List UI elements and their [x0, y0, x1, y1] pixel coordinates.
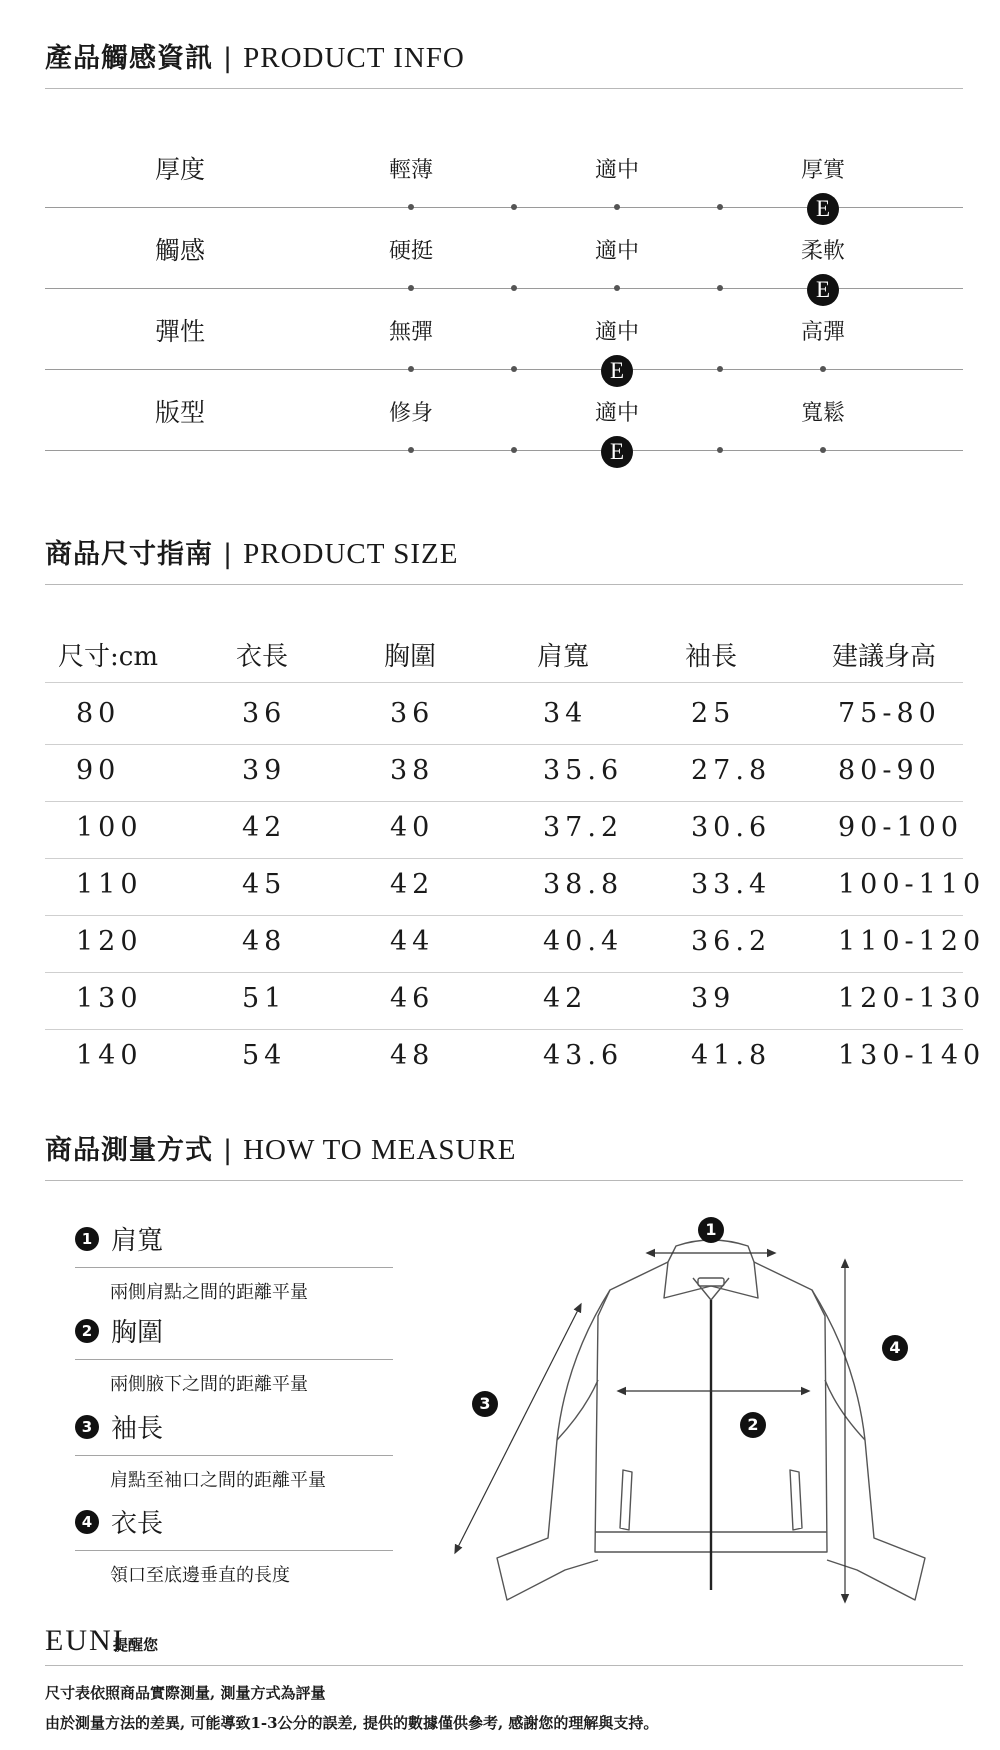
scale-dot: [511, 447, 517, 453]
scale-dot: [408, 285, 414, 291]
measure-name: 肩寬: [111, 1226, 164, 1256]
title-zh: 商品測量方式: [45, 1135, 213, 1166]
table-cell: 36: [242, 698, 287, 729]
table-cell: 30.6: [691, 812, 772, 843]
table-cell: 120: [76, 926, 143, 957]
table-cell: 33.4: [691, 869, 772, 900]
jacket-body: [595, 1262, 827, 1552]
scale-dot: [717, 366, 723, 372]
divider: [45, 1665, 963, 1666]
jacket-sleeve-left: [497, 1290, 610, 1600]
table-cell: 36.2: [691, 926, 772, 957]
arrow-sleeve: [456, 1306, 580, 1551]
attribute-label: 版型: [155, 398, 206, 427]
divider: [45, 1180, 963, 1181]
jacket-sleeve-right: [812, 1290, 925, 1600]
attribute-label: 彈性: [155, 317, 206, 346]
section-title-how-to-measure: [45, 1128, 517, 1167]
number-badge: 3: [472, 1391, 498, 1417]
table-cell: 35.6: [543, 755, 624, 786]
divider: [75, 1455, 393, 1456]
table-cell: 80-90: [838, 755, 941, 786]
divider: [75, 1359, 393, 1360]
scale-option-label: 適中: [594, 401, 639, 426]
scale-dot: [820, 366, 826, 372]
table-cell: 51: [242, 983, 287, 1014]
scale-dot: [717, 204, 723, 210]
title-en: PRODUCT INFO: [243, 42, 465, 74]
section-title-product-info: [45, 36, 465, 75]
table-cell: 54: [242, 1040, 287, 1071]
table-cell: 42: [543, 983, 588, 1014]
jacket-collar: [664, 1240, 758, 1298]
table-cell: 90-100: [838, 812, 964, 843]
scale-option-label: 柔軟: [800, 239, 845, 264]
number-badge: 4: [75, 1510, 99, 1534]
table-cell: 42: [242, 812, 287, 843]
attribute-label: 厚度: [155, 155, 206, 184]
scale-dot: [614, 204, 620, 210]
scale-option-label: 無彈: [388, 320, 433, 345]
row-divider: [45, 1029, 963, 1030]
scale-dot: [614, 285, 620, 291]
scale-option-label: 修身: [388, 401, 433, 426]
scale-marker: E: [601, 436, 633, 468]
measure-description: 領口至底邊垂直的長度: [110, 1565, 290, 1586]
table-cell: 40.4: [543, 926, 624, 957]
measure-name: 胸圍: [111, 1318, 164, 1348]
scale-dot: [511, 366, 517, 372]
remind-label: 提醒您: [113, 1636, 159, 1654]
title-zh: 商品尺寸指南: [45, 539, 213, 570]
table-cell: 41.8: [691, 1040, 772, 1071]
table-cell: 45: [242, 869, 287, 900]
row-divider: [45, 972, 963, 973]
divider: [45, 584, 963, 585]
scale-option-label: 硬挺: [388, 239, 433, 264]
scale-dot: [511, 285, 517, 291]
measure-name: 衣長: [111, 1509, 164, 1539]
table-header-cell: 建議身高: [832, 642, 937, 672]
table-cell: 100-110: [838, 869, 986, 900]
scale-dot: [408, 366, 414, 372]
table-cell: 43.6: [543, 1040, 624, 1071]
scale-marker: E: [601, 355, 633, 387]
note-line-2: 由於測量方法的差異, 可能導致1-3公分的誤差, 提供的數據僅供參考, 感謝您的理解與支持。: [45, 1714, 659, 1732]
table-cell: 120-130: [838, 983, 986, 1014]
table-cell: 46: [390, 983, 435, 1014]
scale-marker: E: [807, 274, 839, 306]
table-cell: 110: [76, 869, 143, 900]
scale-dot: [511, 204, 517, 210]
table-header-cell: 袖長: [685, 642, 738, 672]
scale-option-label: 適中: [594, 320, 639, 345]
scale-option-label: 高彈: [800, 320, 845, 345]
table-cell: 44: [390, 926, 435, 957]
title-separator: |: [223, 539, 234, 570]
table-cell: 140: [76, 1040, 143, 1071]
measure-description: 兩側腋下之間的距離平量: [110, 1374, 308, 1395]
table-cell: 34: [543, 698, 588, 729]
row-divider: [45, 744, 963, 745]
title-zh: 產品觸感資訊: [45, 43, 213, 74]
table-cell: 39: [691, 983, 736, 1014]
number-badge: 2: [75, 1319, 99, 1343]
table-cell: 38.8: [543, 869, 624, 900]
number-badge: 4: [882, 1335, 908, 1361]
table-cell: 36: [390, 698, 435, 729]
scale-option-label: 適中: [594, 158, 639, 183]
number-badge: 1: [75, 1227, 99, 1251]
table-cell: 48: [242, 926, 287, 957]
table-cell: 100: [76, 812, 143, 843]
table-cell: 37.2: [543, 812, 624, 843]
measure-item-shoulder: [75, 1220, 395, 1304]
row-divider: [45, 858, 963, 859]
table-cell: 110-120: [838, 926, 986, 957]
title-separator: |: [223, 43, 234, 74]
measure-item-chest: [75, 1312, 395, 1396]
table-cell: 90: [76, 755, 121, 786]
row-divider: [45, 915, 963, 916]
measure-item-length: [75, 1503, 395, 1587]
table-cell: 40: [390, 812, 435, 843]
measure-description: 兩側肩點之間的距離平量: [110, 1282, 308, 1303]
scale-option-label: 厚實: [800, 158, 845, 183]
table-header-cell: 尺寸:cm: [58, 642, 158, 672]
table-cell: 25: [691, 698, 736, 729]
divider: [75, 1550, 393, 1551]
table-cell: 75-80: [838, 698, 941, 729]
section-title-product-size: [45, 532, 458, 571]
title-separator: |: [223, 1135, 234, 1166]
measure-description: 肩點至袖口之間的距離平量: [110, 1470, 326, 1491]
scale-marker: E: [807, 193, 839, 225]
table-cell: 130: [76, 983, 143, 1014]
number-badge: 3: [75, 1415, 99, 1439]
table-cell: 27.8: [691, 755, 772, 786]
table-cell: 38: [390, 755, 435, 786]
table-header-cell: 衣長: [236, 642, 289, 672]
table-cell: 39: [242, 755, 287, 786]
scale-dot: [408, 447, 414, 453]
measure-item-sleeve: [75, 1408, 395, 1492]
measure-name: 袖長: [111, 1414, 164, 1444]
brand-logo: EUNI: [45, 1624, 125, 1657]
number-badge: 2: [740, 1412, 766, 1438]
scale-option-label: 適中: [594, 239, 639, 264]
title-en: PRODUCT SIZE: [243, 538, 459, 570]
divider: [45, 88, 963, 89]
table-cell: 48: [390, 1040, 435, 1071]
scale-dot: [717, 447, 723, 453]
number-badge: 1: [698, 1217, 724, 1243]
table-header-cell: 胸圍: [384, 642, 437, 672]
scale-dot: [717, 285, 723, 291]
row-divider: [45, 682, 963, 683]
table-cell: 80: [76, 698, 121, 729]
title-en: HOW TO MEASURE: [243, 1134, 517, 1166]
divider: [75, 1267, 393, 1268]
table-cell: 42: [390, 869, 435, 900]
scale-dot: [408, 204, 414, 210]
table-cell: 130-140: [838, 1040, 986, 1071]
table-header-cell: 肩寬: [537, 642, 590, 672]
attribute-label: 觸感: [155, 236, 206, 265]
scale-dot: [820, 447, 826, 453]
row-divider: [45, 801, 963, 802]
scale-option-label: 輕薄: [388, 158, 433, 183]
scale-option-label: 寬鬆: [800, 401, 845, 426]
note-line-1: 尺寸表依照商品實際測量, 測量方式為評量: [45, 1684, 326, 1702]
